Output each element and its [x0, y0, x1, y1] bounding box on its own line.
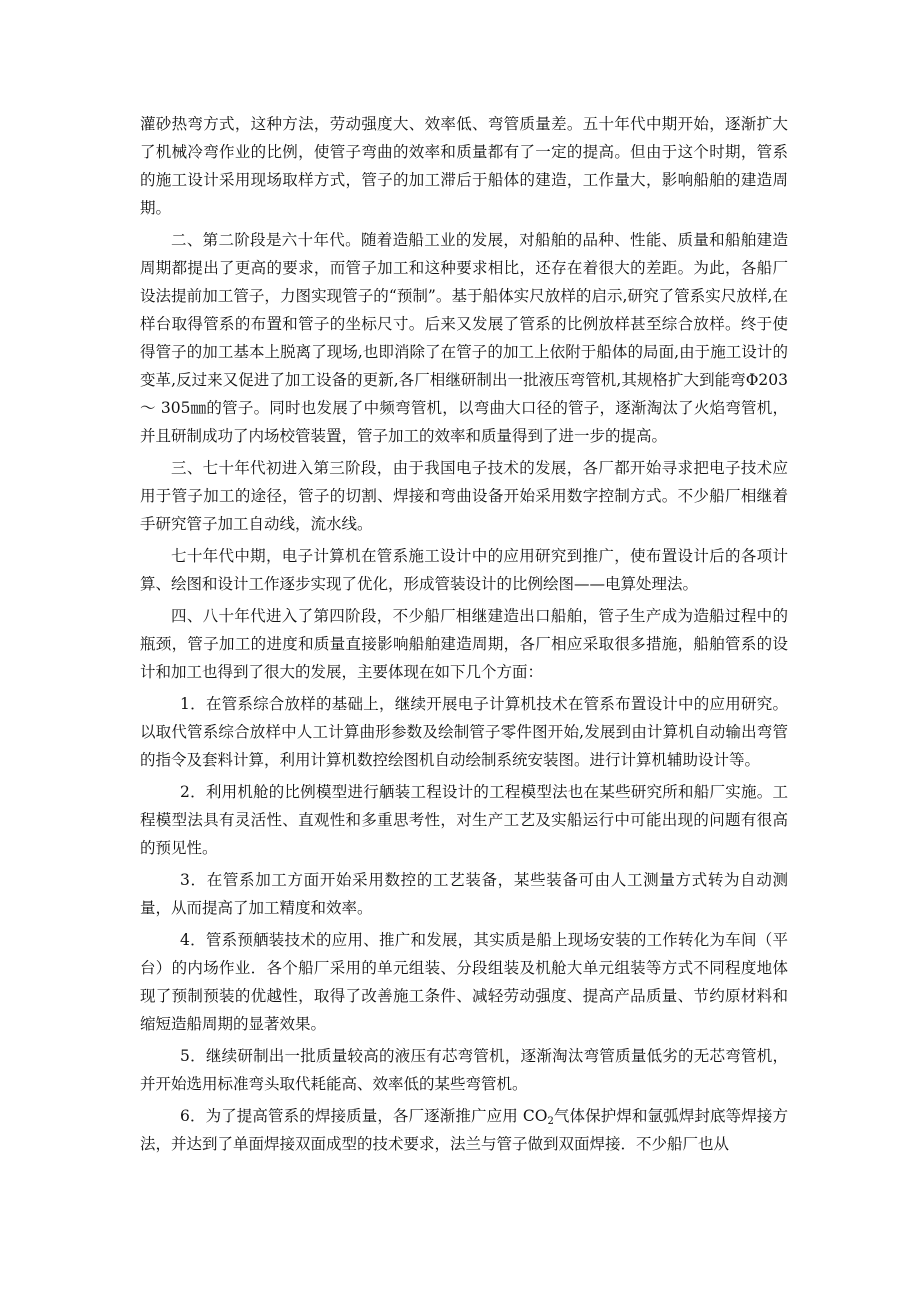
- document-page: [140, 110, 788, 1162]
- paragraph-stage-3: 三、七十年代初进入第三阶段，由于我国电子技术的发展，各厂都开始寻求把电子技术应用于管子加工的途径，管子的切割、焊接和弯曲设备开始采用数字控制方式。不少船厂相继着手研究管子加工自动线，流水线。: [140, 459, 788, 533]
- list-item-6: [140, 1102, 788, 1158]
- list-item-5: 5．继续研制出一批质量较高的液压有芯弯管机，逐渐淘汰弯管质量低劣的无芯弯管机，并开始选用标准弯头取代耗能高、效率低的某些弯管机。: [140, 1047, 788, 1093]
- paragraph-1: 灌砂热弯方式，这种方法，劳动强度大、效率低、弯管质量差。五十年代中期开始，逐渐扩大了机械冷弯作业的比例，使管子弯曲的效率和质量都有了一定的提高。但由于这个时期，管系的施工设计采用现场取样方式，管子的加工滞后于船体的建造，工作量大，影响船舶的建造周期。: [140, 115, 788, 217]
- list-item-1: 1．在管系综合放样的基础上，继续开展电子计算机技术在管系布置设计中的应用研究。以取代管系综合放样中人工计算曲形参数及绘制管子零件图开始,发展到由计算机自动输出弯管的指令及套料计算，利用计算机数控绘图机自动绘制系统安装图。进行计算机辅助设计等。: [140, 695, 788, 769]
- list-item-2: 2．利用机舱的比例模型进行舾装工程设计的工程模型法也在某些研究所和船厂实施。工程模型法具有灵活性、直观性和多重思考性，对生产工艺及实船运行中可能出现的问题有很高的预见性。: [140, 783, 788, 857]
- list-item-6-part-2: 气体保护焊和氩弧焊封底等焊接方法，并达到了单面焊接双面成型的技术要求，法兰与管子做到双面焊接．不少船厂也从: [140, 1107, 788, 1153]
- co2-subscript: 2: [547, 1116, 554, 1127]
- list-item-4: 4．管系预舾装技术的应用、推广和发展，其实质是船上现场安装的工作转化为车间（平台）的内场作业．各个船厂采用的单元组装、分段组装及机舱大单元组装等方式不同程度地体现了预制预装的优越性，取得了改善施工条件、减轻劳动强度、提高产品质量、节约原材料和缩短造船周期的显著效果。: [140, 931, 788, 1033]
- paragraph-70s-mid: 七十年代中期，电子计算机在管系施工设计中的应用研究到推广，使布置设计后的各项计算、绘图和设计工作逐步实现了优化，形成管装设计的比例绘图——电算处理法。: [140, 547, 788, 593]
- paragraph-stage-4: 四、八十年代进入了第四阶段，不少船厂相继建造出口船舶，管子生产成为造船过程中的瓶颈，管子加工的进度和质量直接影响船舶建造周期，各厂相应采取很多措施，船舶管系的设计和加工也得到了很大的发展，主要体现在如下几个方面：: [140, 607, 788, 681]
- list-item-3: 3．在管系加工方面开始采用数控的工艺装备，某些装备可由人工测量方式转为自动测量，从而提高了加工精度和效率。: [140, 871, 788, 917]
- paragraph-stage-2: 二、第二阶段是六十年代。随着造船工业的发展，对船舶的品种、性能、质量和船舶建造周期都提出了更高的要求，而管子加工和这种要求相比，还存在着很大的差距。为此，各船厂设法提前加工管子，力图实现管子的“预制”。基于船体实尺放样的启示,研究了管系实尺放样,在样台取得管系的布置和管子的坐标尺寸。后来又发展了管系的比例放样甚至综合放样。终于使得管子的加工基本上脱离了现场,也即消除了在管子的加工上依附于船体的局面,由于施工设计的变革,反过来又促进了加工设备的更新,各厂相继研制出一批液压弯管机,其规格扩大到能弯Φ203 ～ 305㎜的管子。同时也发展了中频弯管机，以弯曲大口径的管子，逐渐淘汰了火焰弯管机，并且研制成功了内场校管装置，管子加工的效率和质量得到了进一步的提高。: [140, 231, 788, 445]
- list-item-6-part-1: 6．为了提高管系的焊接质量，各厂逐渐推广应用 CO: [180, 1107, 548, 1125]
